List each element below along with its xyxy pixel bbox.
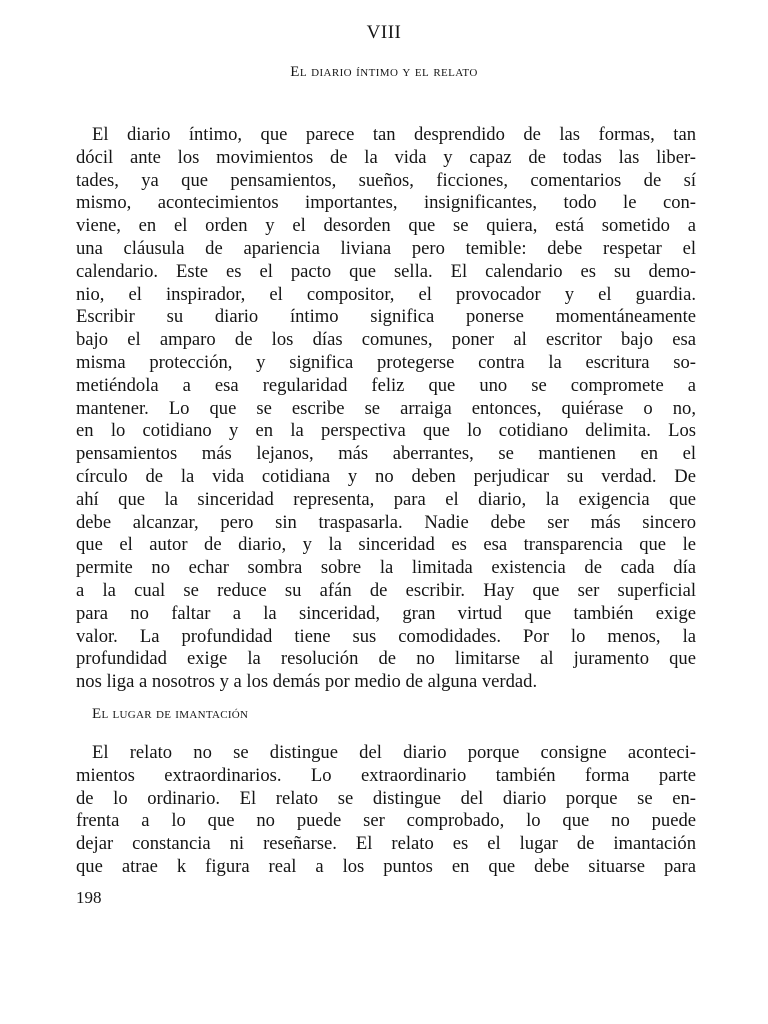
text-line: Escribir su diario íntimo significa ponerse momentáneamente [76, 306, 696, 328]
paragraph-relato [76, 742, 696, 879]
chapter-number: VIII [366, 22, 402, 43]
chapter-title: El diario íntimo y el relato [290, 64, 478, 80]
text-line: una cláusula de apariencia liviana pero temible: debe respetar el [76, 237, 696, 259]
text-line: metiéndola a esa regularidad feliz que uno se compromete a [76, 374, 696, 396]
page-number: 198 [76, 888, 102, 907]
text-line: El diario íntimo, que parece tan desprendido de las formas, tan [92, 124, 696, 145]
text-line: a la cual se reduce su afán de escribir. Hay que ser superficial [76, 579, 696, 601]
text-line: nio, el inspirador, el compositor, el provocador y el guardia. [76, 283, 696, 305]
text-line: círculo de la vida cotidiana y no deben perjudicar su verdad. De [76, 465, 696, 487]
text-line: en lo cotidiano y en la perspectiva que lo cotidiano delimita. Los [76, 420, 696, 442]
text-line: ahí que la sinceridad representa, para el diario, la exigencia que [76, 488, 696, 510]
text-line: viene, en el orden y el desorden que se quiera, está sometido a [76, 215, 696, 237]
text-line: dócil ante los movimientos de la vida y capaz de todas las liber- [76, 146, 696, 168]
section-heading: El lugar de imantación [92, 706, 249, 722]
text-line: para no faltar a la sinceridad, gran virtud que también exige [76, 602, 696, 624]
text-line: calendario. Este es el pacto que sella. El calendario es su demo- [76, 260, 696, 282]
text-line: bajo el amparo de los días comunes, poner al escritor bajo esa [76, 329, 696, 351]
text-line: que atrae k figura real a los puntos en que debe situarse para [76, 855, 696, 877]
text-line: misma protección, y significa protegerse contra la escritura so- [76, 351, 696, 373]
text-line: de lo ordinario. El relato se distingue del diario porque se en- [76, 787, 696, 809]
text-line: que el autor de diario, y la sinceridad es esa transparencia que le [76, 534, 696, 556]
paragraph-diario-intimo [76, 124, 696, 694]
text-line: mismo, acontecimientos importantes, insignificantes, todo le con- [76, 192, 696, 214]
text-line: permite no echar sombra sobre la limitada existencia de cada día [76, 557, 696, 579]
text-line: profundidad exige la resolución de no limitarse al juramento que [76, 648, 696, 670]
text-line: tades, ya que pensamientos, sueños, ficciones, comentarios de sí [76, 169, 696, 191]
text-line: debe alcanzar, pero sin traspasarla. Nadie debe ser más sincero [76, 511, 696, 533]
text-line: pensamientos más lejanos, más aberrantes, se mantienen en el [76, 443, 696, 465]
text-line: mantener. Lo que se escribe se arraiga entonces, quiérase o no, [76, 397, 696, 419]
text-line: mientos extraordinarios. Lo extraordinario también forma parte [76, 764, 696, 786]
text-line: frenta a lo que no puede ser comprobado, lo que no puede [76, 810, 696, 832]
text-line: valor. La profundidad tiene sus comodidades. Por lo menos, la [76, 625, 696, 647]
text-line: nos liga a nosotros y a los demás por medio de alguna verdad. [76, 671, 538, 693]
text-line: El relato no se distingue del diario porque consigne aconteci- [92, 742, 696, 763]
text-line: dejar constancia ni reseñarse. El relato es el lugar de imantación [76, 833, 696, 855]
